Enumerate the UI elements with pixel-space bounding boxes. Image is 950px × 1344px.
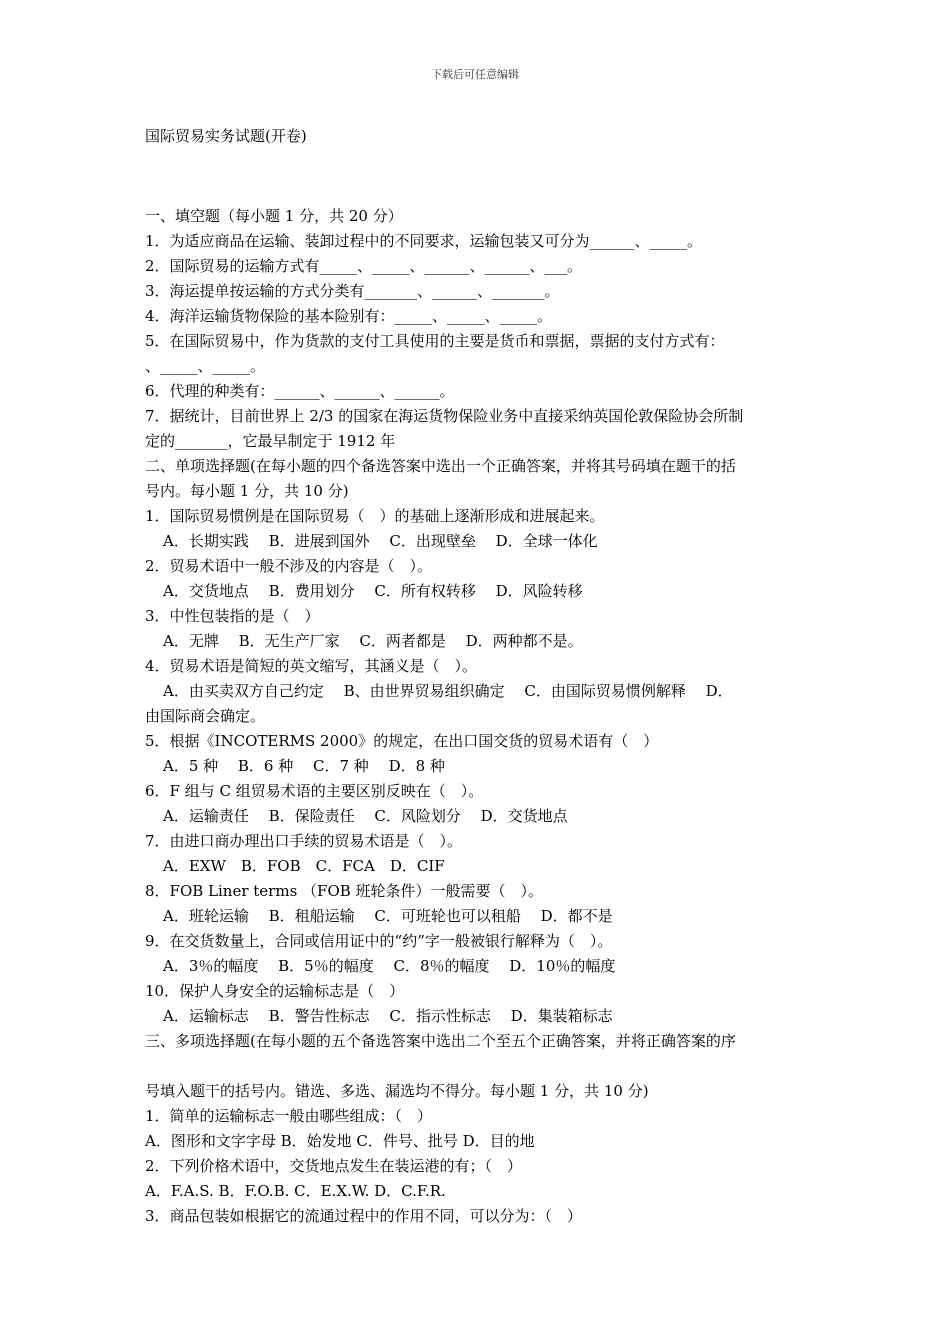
text-line: A．F.A.S. B．F.O.B. C．E.X.W. D．C.F.R. <box>145 1182 446 1200</box>
text-line: 2．下列价格术语中，交货地点发生在装运港的有；（ ） <box>145 1157 523 1175</box>
answer-options-line: A．交货地点 B．费用划分 C．所有权转移 D．风险转移 <box>163 582 583 600</box>
text-line: 号填入题干的括号内。错选、多选、漏选均不得分。每小题 1 分，共 10 分) <box>145 1082 649 1100</box>
answer-options-line: A．5 种 B．6 种 C．7 种 D．8 种 <box>163 757 445 775</box>
text-line: 定的_______，它最早制定于 1912 年 <box>145 432 396 450</box>
text-line: 6．代理的种类有：______、______、______。 <box>145 382 455 400</box>
text-line: A．图形和文字字母 B．始发地 C．件号、批号 D．目的地 <box>145 1132 535 1150</box>
text-line: 1．国际贸易惯例是在国际贸易（ ）的基础上逐渐形成和进展起来。 <box>145 507 605 525</box>
answer-options-line: A．由买卖双方自己约定 B、由世界贸易组织确定 C．由国际贸易惯例解释 D． <box>163 682 733 700</box>
text-line <box>145 1054 815 1079</box>
text-line: 二、单项选择题(在每小题的四个备选答案中选出一个正确答案，并将其号码填在题干的括 <box>145 457 736 475</box>
answer-options-line: A．长期实践 B．进展到国外 C．出现壁垒 D．全球一体化 <box>163 532 598 550</box>
text-line: 2．国际贸易的运输方式有_____、_____、______、______、___。 <box>145 257 583 275</box>
title-spacer <box>145 148 815 204</box>
text-line: 3．中性包装指的是（ ） <box>145 607 320 625</box>
text-line: 由国际商会确定。 <box>145 707 266 725</box>
text-line: 6．F 组与 C 组贸易术语的主要区别反映在（ ）。 <box>145 782 484 800</box>
answer-options-line: A．EXW B．FOB C．FCA D．CIF <box>163 857 445 875</box>
text-line: 三、多项选择题(在每小题的五个备选答案中选出二个至五个正确答案，并将正确答案的序 <box>145 1032 736 1050</box>
text-line: 1．为适应商品在运输、装卸过程中的不同要求，运输包装又可分为______、_____。 <box>145 232 703 250</box>
answer-options-line: A．运输责任 B．保险责任 C．风险划分 D．交货地点 <box>163 807 568 825</box>
text-line: 2．贸易术语中一般不涉及的内容是（ ）。 <box>145 557 433 575</box>
text-line: 3．海运提单按运输的方式分类有_______、______、_______。 <box>145 282 560 300</box>
text-line: 4．海洋运输货物保险的基本险别有：_____、_____、_____。 <box>145 307 553 325</box>
text-line: 10．保护人身安全的运输标志是（ ） <box>145 982 405 1000</box>
text-line: 3．商品包装如根据它的流通过程中的作用不同，可以分为：（ ） <box>145 1207 583 1225</box>
answer-options-line: A．班轮运输 B．租船运输 C．可班轮也可以租船 D．都不是 <box>163 907 613 925</box>
text-line: 7．由进口商办理出口手续的贸易术语是（ ）。 <box>145 832 463 850</box>
text-line: 8．FOB Liner terms （FOB 班轮条件）一般需要（ ）。 <box>145 882 544 900</box>
text-line: 一、填空题（每小题 1 分，共 20 分） <box>145 207 403 225</box>
page-header: 下载后可任意编辑 <box>431 68 519 81</box>
document-title: 国际贸易实务试题(开卷) <box>145 127 307 145</box>
answer-options-line: A．3％的幅度 B．5％的幅度 C．8％的幅度 D．10％的幅度 <box>163 957 616 975</box>
text-line: 7．据统计，目前世界上 2/3 的国家在海运货物保险业务中直接采纳英国伦敦保险协会所制 <box>145 407 744 425</box>
text-line: 5．根据《INCOTERMS 2000》的规定，在出口国交货的贸易术语有（ ） <box>145 732 659 750</box>
text-line: 9．在交货数量上，合同或信用证中的“约”字一般被银行解释为（ ）。 <box>145 932 613 950</box>
document-body <box>145 124 815 1229</box>
text-line: 号内。每小题 1 分，共 10 分) <box>145 482 349 500</box>
answer-options-line: A．运输标志 B．警告性标志 C．指示性标志 D．集装箱标志 <box>163 1007 613 1025</box>
text-line: 、_____、_____。 <box>145 357 266 375</box>
answer-options-line: A．无牌 B．无生产厂家 C．两者都是 D．两种都不是。 <box>163 632 583 650</box>
question-lines <box>145 204 815 1229</box>
text-line: 4．贸易术语是简短的英文缩写，其涵义是（ ）。 <box>145 657 478 675</box>
text-line: 5．在国际贸易中，作为货款的支付工具使用的主要是货币和票据，票据的支付方式有： <box>145 332 725 350</box>
text-line: 1．简单的运输标志一般由哪些组成：（ ） <box>145 1107 433 1125</box>
